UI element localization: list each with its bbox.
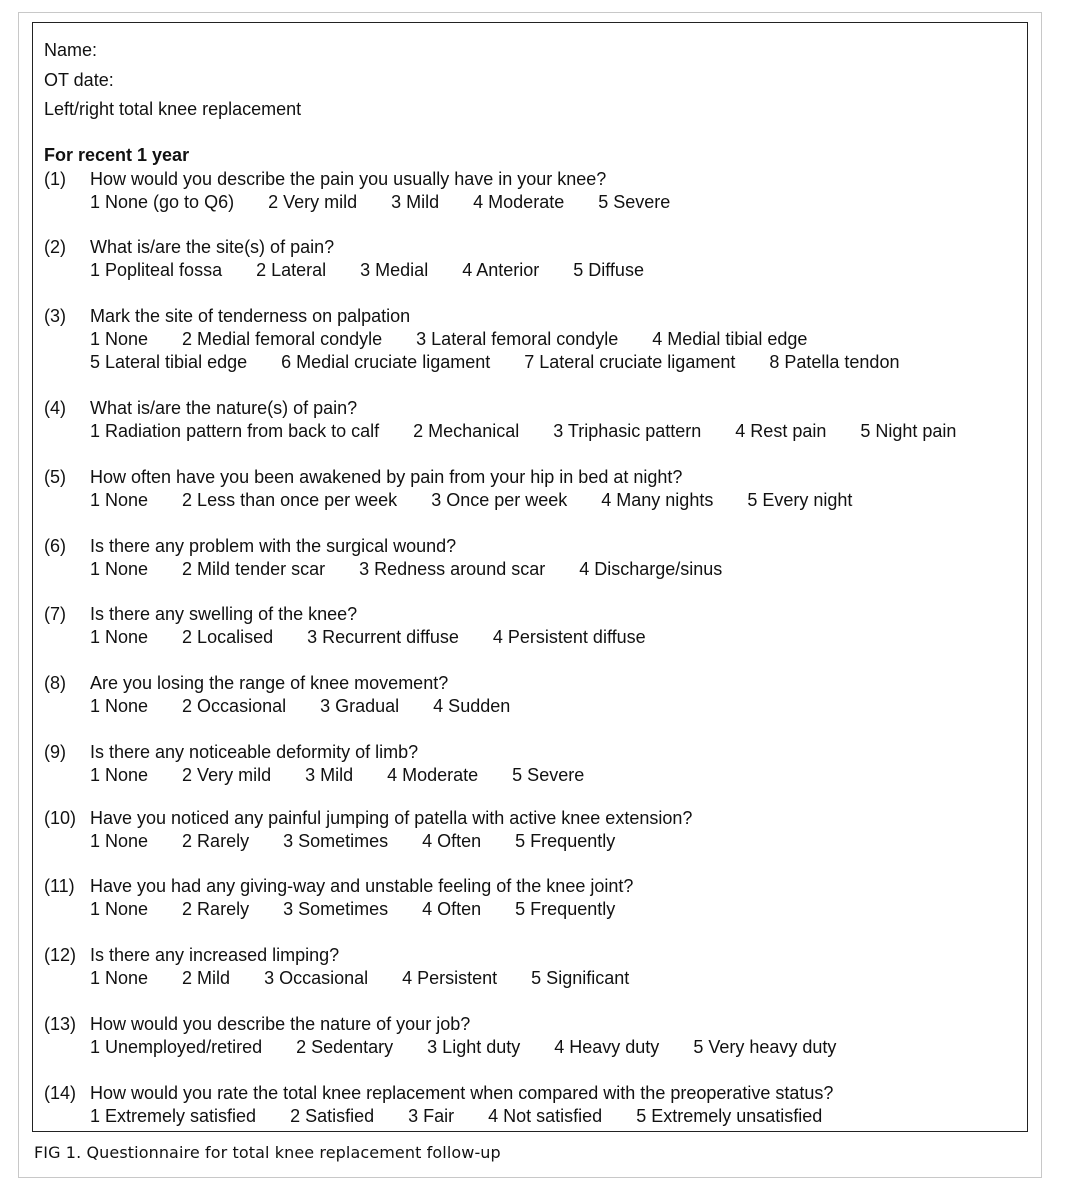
answer-option: 2 Lateral: [256, 260, 327, 280]
answer-option: 3 Lateral femoral condyle: [416, 329, 619, 349]
answer-option: 1 Radiation pattern from back to calf: [90, 421, 380, 441]
answer-option: 1 None: [90, 968, 149, 988]
answer-option: 5 Night pain: [860, 421, 957, 441]
answer-option: 4 Not satisfied: [488, 1106, 603, 1126]
question-number: (5): [44, 467, 66, 487]
question-text: How would you describe the pain you usually have in your knee?: [90, 169, 607, 189]
answer-option: 1 None: [90, 696, 149, 716]
answer-option: 2 Mild: [182, 968, 231, 988]
answer-option: 1 None: [90, 329, 149, 349]
answer-option: 4 Many nights: [601, 490, 714, 510]
answer-option: 5 Lateral tibial edge: [90, 352, 248, 372]
answer-option: 4 Medial tibial edge: [652, 329, 808, 349]
question-text: How would you describe the nature of your job?: [90, 1014, 471, 1034]
answer-option: 4 Discharge/sinus: [579, 559, 723, 579]
question-number: (1): [44, 169, 66, 189]
answer-option: 3 Once per week: [431, 490, 568, 510]
question-text: Have you noticed any painful jumping of patella with active knee extension?: [90, 808, 693, 828]
answer-option: 3 Sometimes: [283, 899, 389, 919]
answer-option: 1 None (go to Q6): [90, 192, 235, 212]
answer-option: 5 Significant: [531, 968, 630, 988]
answer-option: 1 Popliteal fossa: [90, 260, 223, 280]
answer-option: 4 Often: [422, 831, 482, 851]
answer-option: 4 Moderate: [387, 765, 479, 785]
question-text: How often have you been awakened by pain from your hip in bed at night?: [90, 467, 683, 487]
answer-option: 1 None: [90, 490, 149, 510]
answer-options: [90, 260, 644, 280]
answer-options: [90, 329, 807, 349]
answer-options: [90, 192, 670, 212]
question-text: Is there any increased limping?: [90, 945, 340, 965]
answer-option: 2 Very mild: [182, 765, 272, 785]
answer-option: 3 Sometimes: [283, 831, 389, 851]
answer-option: 2 Rarely: [182, 831, 250, 851]
name-label: Name:: [44, 40, 98, 60]
answer-option: 3 Mild: [391, 192, 440, 212]
answer-options: [90, 627, 646, 647]
answer-option: 4 Persistent: [402, 968, 498, 988]
question-number: (4): [44, 398, 66, 418]
answer-option: 5 Severe: [598, 192, 671, 212]
answer-options: [90, 968, 629, 988]
answer-option: 2 Mechanical: [413, 421, 520, 441]
question-text: Are you losing the range of knee movement?: [90, 673, 449, 693]
question-text: Have you had any giving-way and unstable feeling of the knee joint?: [90, 876, 634, 896]
answer-option: 8 Patella tendon: [769, 352, 900, 372]
question-number: (10): [44, 808, 77, 828]
question-number: (12): [44, 945, 77, 965]
answer-option: 2 Very mild: [268, 192, 358, 212]
answer-options: [90, 421, 956, 441]
answer-option: 2 Localised: [182, 627, 274, 647]
answer-option: 2 Less than once per week: [182, 490, 398, 510]
answer-option: 4 Moderate: [473, 192, 565, 212]
answer-option: 3 Triphasic pattern: [553, 421, 702, 441]
question-text: Mark the site of tenderness on palpation: [90, 306, 411, 326]
answer-option: 1 Unemployed/retired: [90, 1037, 263, 1057]
answer-option: 3 Light duty: [427, 1037, 521, 1057]
question-number: (7): [44, 604, 66, 624]
answer-option: 5 Frequently: [515, 831, 616, 851]
answer-options: [90, 352, 899, 372]
answer-option: 4 Often: [422, 899, 482, 919]
answer-option: 7 Lateral cruciate ligament: [524, 352, 736, 372]
question-number: (14): [44, 1083, 77, 1103]
answer-option: 3 Gradual: [320, 696, 400, 716]
answer-option: 4 Persistent diffuse: [492, 627, 646, 647]
answer-option: 6 Medial cruciate ligament: [281, 352, 491, 372]
answer-option: 2 Occasional: [182, 696, 287, 716]
answer-options: [90, 696, 510, 716]
answer-option: 2 Medial femoral condyle: [182, 329, 383, 349]
side-label: Left/right total knee replacement: [44, 99, 302, 119]
answer-option: 2 Rarely: [182, 899, 250, 919]
question-number: (11): [44, 876, 75, 896]
question-number: (6): [44, 536, 66, 556]
question-number: (3): [44, 306, 66, 326]
answer-option: 1 None: [90, 831, 149, 851]
question-number: (2): [44, 237, 66, 257]
answer-options: [90, 490, 852, 510]
answer-option: 1 None: [90, 627, 149, 647]
question-number: (13): [44, 1014, 77, 1034]
question-text: What is/are the nature(s) of pain?: [90, 398, 358, 418]
answer-options: [90, 1037, 836, 1057]
figure-caption: FIG 1. Questionnaire for total knee replacement follow-up: [34, 1143, 501, 1162]
answer-option: 5 Extremely unsatisfied: [636, 1106, 823, 1126]
answer-option: 5 Very heavy duty: [693, 1037, 837, 1057]
answer-option: 4 Anterior: [462, 260, 540, 280]
answer-options: [90, 559, 722, 579]
answer-option: 1 Extremely satisfied: [90, 1106, 257, 1126]
question-text: How would you rate the total knee replacement when compared with the preoperative status?: [90, 1083, 834, 1103]
question-number: (9): [44, 742, 66, 762]
answer-option: 5 Every night: [747, 490, 853, 510]
answer-options: [90, 899, 615, 919]
answer-option: 1 None: [90, 765, 149, 785]
question-number: (8): [44, 673, 66, 693]
answer-option: 5 Frequently: [515, 899, 616, 919]
question-text: Is there any problem with the surgical wound?: [90, 536, 457, 556]
answer-options: [90, 1106, 822, 1126]
answer-options: [90, 765, 584, 785]
answer-option: 3 Redness around scar: [359, 559, 546, 579]
answer-option: 1 None: [90, 899, 149, 919]
answer-option: 4 Rest pain: [735, 421, 827, 441]
answer-option: 1 None: [90, 559, 149, 579]
answer-option: 2 Mild tender scar: [182, 559, 326, 579]
answer-option: 3 Fair: [408, 1106, 455, 1126]
answer-option: 3 Recurrent diffuse: [307, 627, 459, 647]
section-title: For recent 1 year: [44, 145, 190, 165]
answer-option: 4 Heavy duty: [554, 1037, 660, 1057]
question-text: Is there any noticeable deformity of limb?: [90, 742, 419, 762]
answer-option: 3 Mild: [305, 765, 354, 785]
ot-date-label: OT date:: [44, 69, 114, 90]
answer-option: 4 Sudden: [433, 696, 511, 716]
answer-option: 5 Severe: [512, 765, 585, 785]
question-text: Is there any swelling of the knee?: [90, 604, 358, 624]
answer-option: 3 Occasional: [264, 968, 369, 988]
answer-option: 5 Diffuse: [573, 260, 644, 280]
answer-option: 3 Medial: [360, 260, 429, 280]
form-header: [44, 40, 301, 129]
answer-option: 2 Satisfied: [290, 1106, 375, 1126]
answer-options: [90, 831, 615, 851]
question-text: What is/are the site(s) of pain?: [90, 237, 335, 257]
answer-option: 2 Sedentary: [296, 1037, 394, 1057]
